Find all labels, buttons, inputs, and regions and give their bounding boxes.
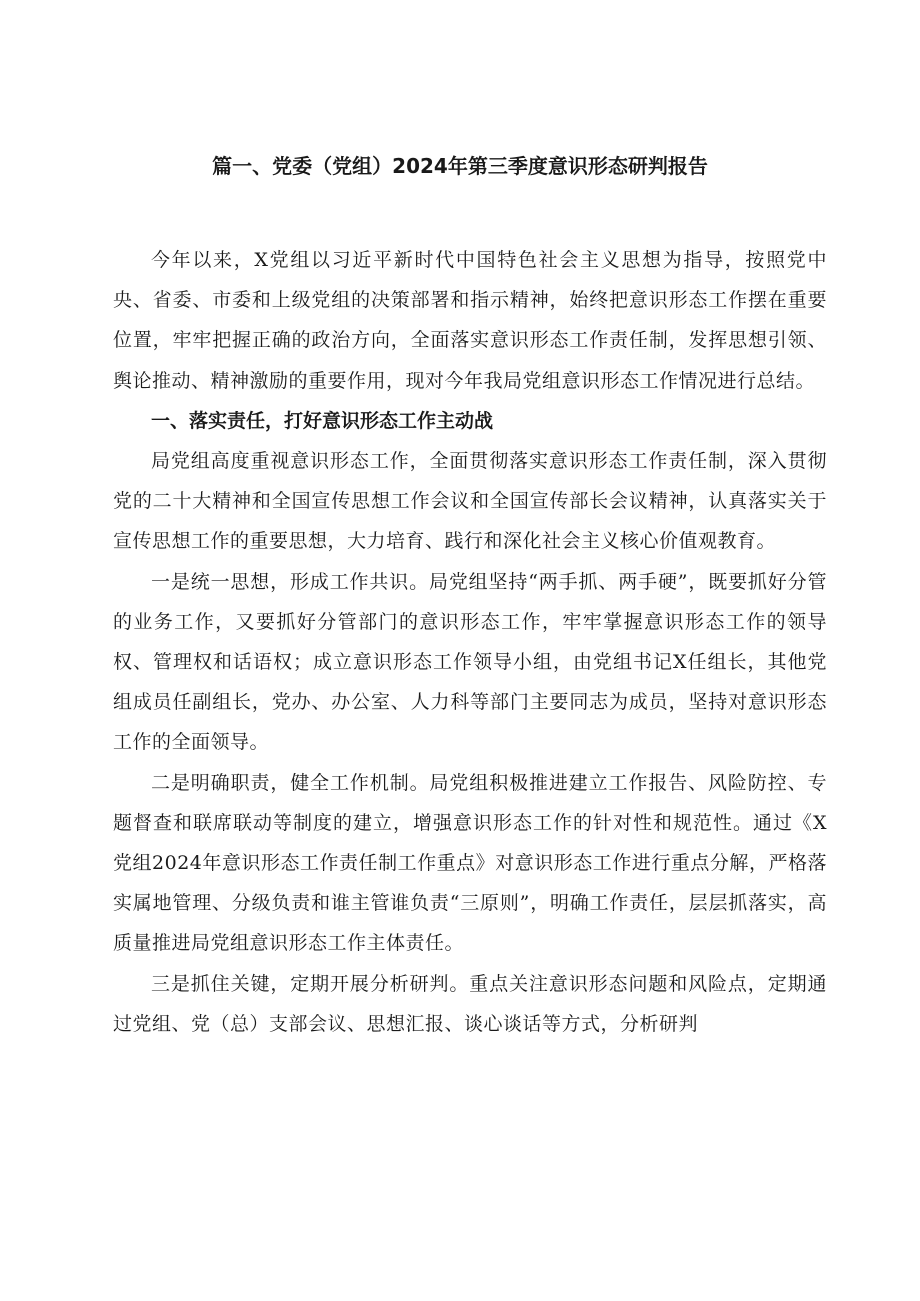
document-title: 篇一、党委（党组）2024年第三季度意识形态研判报告 bbox=[212, 154, 708, 178]
document-body bbox=[113, 240, 827, 1044]
intro-paragraph: 今年以来，X党组以习近平新时代中国特色社会主义思想为指导，按照党中央、省委、市委和上级党组的决策部署和指示精神，始终把意识形态工作摆在重要位置，牢牢把握正确的政治方向，全面落实意识形态工作责任制，发挥思想引领、舆论推动、精神激励的重要作用，现对今年我局党组意识形态工作情况进行总结。 bbox=[113, 249, 827, 392]
point-one-paragraph: 一是统一思想，形成工作共识。局党组坚持“两手抓、两手硬”，既要抓好分管的业务工作，又要抓好分管部门的意识形态工作，牢牢掌握意识形态工作的领导权、管理权和话语权；成立意识形态工作领导小组，由党组书记X任组长，其他党组成员任副组长，党办、办公室、人力科等部门主要同志为成员，坚持对意识形态工作的全面领导。 bbox=[113, 570, 827, 754]
point-three-paragraph: 三是抓住关键，定期开展分析研判。重点关注意识形态问题和风险点，定期通过党组、党（总）支部会议、思想汇报、谈心谈话等方式，分析研判 bbox=[113, 972, 827, 1035]
point-two-paragraph: 二是明确职责，健全工作机制。局党组积极推进建立工作报告、风险防控、专题督查和联席联动等制度的建立，增强意识形态工作的针对性和规范性。通过《X党组2024年意识形态工作责任制工作重点》对意识形态工作进行重点分解，严格落实属地管理、分级负责和谁主管谁负责“三原则”，明确工作责任，层层抓落实，高质量推进局党组意识形态工作主体责任。 bbox=[113, 771, 827, 955]
section-heading: 一、落实责任，打好意识形态工作主动战 bbox=[151, 409, 494, 432]
section-paragraph: 局党组高度重视意识形态工作，全面贯彻落实意识形态工作责任制，深入贯彻党的二十大精神和全国宣传思想工作会议和全国宣传部长会议精神，认真落实关于宣传思想工作的重要思想，大力培育、践行和深化社会主义核心价值观教育。 bbox=[113, 450, 827, 553]
